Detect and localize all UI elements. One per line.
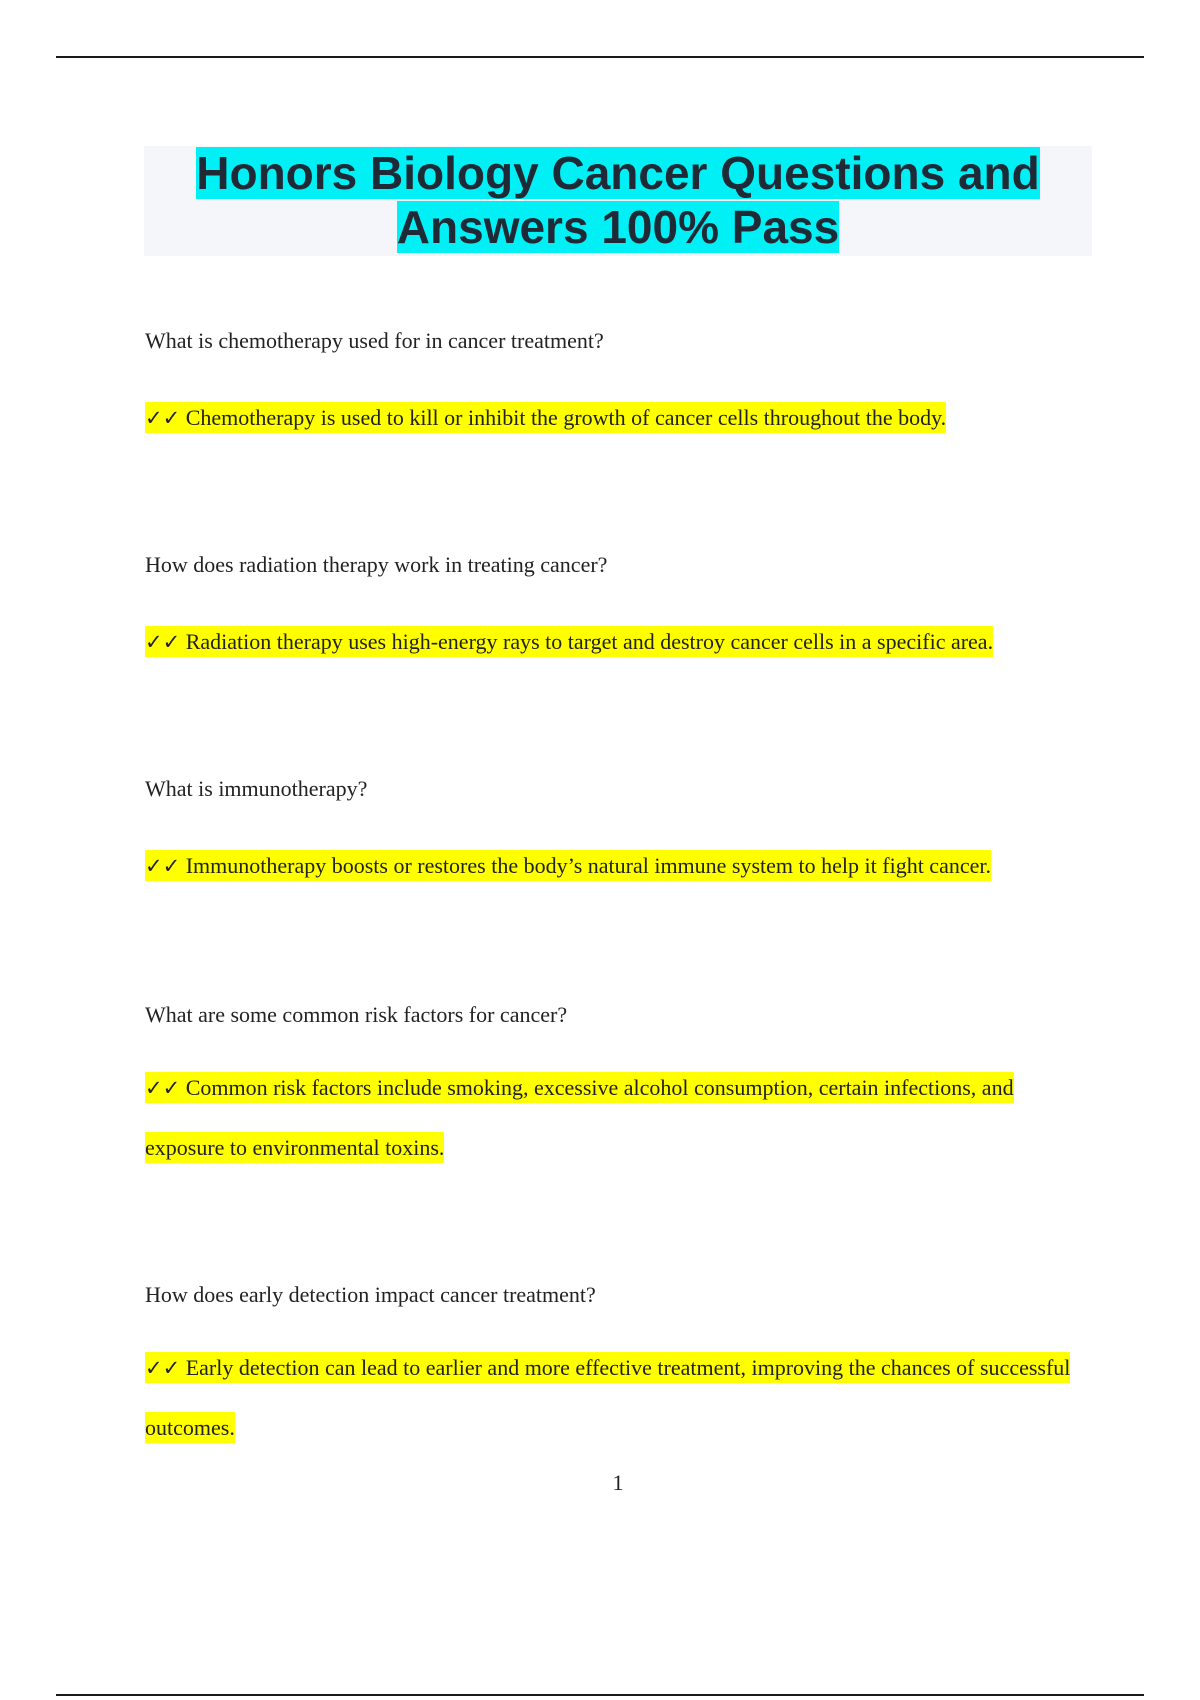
qa-item-5 [145,1280,1095,1458]
question-text: How does early detection impact cancer treatment? [145,1282,596,1307]
double-check-icon: ✓✓ [145,854,181,878]
bottom-rule [56,1694,1144,1696]
answer-text: ✓✓ Common risk factors include smoking, excessive alcohol consumption, certain infections, and exposure to environmental toxins. [145,1058,1095,1178]
page-number: 1 [612,1470,624,1495]
question-text: What is chemotherapy used for in cancer treatment? [145,328,604,353]
double-check-icon: ✓✓ [145,1356,181,1380]
top-rule [56,56,1144,58]
answer-text: ✓✓ Radiation therapy uses high-energy rays to target and destroy cancer cells in a specific area. [145,612,1095,672]
answer-text: ✓✓ Early detection can lead to earlier and more effective treatment, improving the chances of successful outcomes. [145,1338,1095,1458]
qa-item-3 [145,774,1095,896]
question-text: What is immunotherapy? [145,776,368,801]
page-title-line-2: Answers 100% Pass [396,201,840,253]
double-check-icon: ✓✓ [145,630,181,654]
page-title-line-1: Honors Biology Cancer Questions and [196,147,1040,199]
answer-text: ✓✓ Immunotherapy boosts or restores the body’s natural immune system to help it fight cancer. [145,836,1095,896]
title-block [144,146,1092,256]
qa-item-2 [145,550,1095,672]
question-text: How does radiation therapy work in treating cancer? [145,552,608,577]
qa-item-1 [145,326,1095,448]
question-text: What are some common risk factors for cancer? [145,1002,568,1027]
double-check-icon: ✓✓ [145,1076,181,1100]
double-check-icon: ✓✓ [145,406,181,430]
qa-item-4 [145,1000,1095,1178]
answer-text: ✓✓ Chemotherapy is used to kill or inhibit the growth of cancer cells throughout the body. [145,388,1095,448]
